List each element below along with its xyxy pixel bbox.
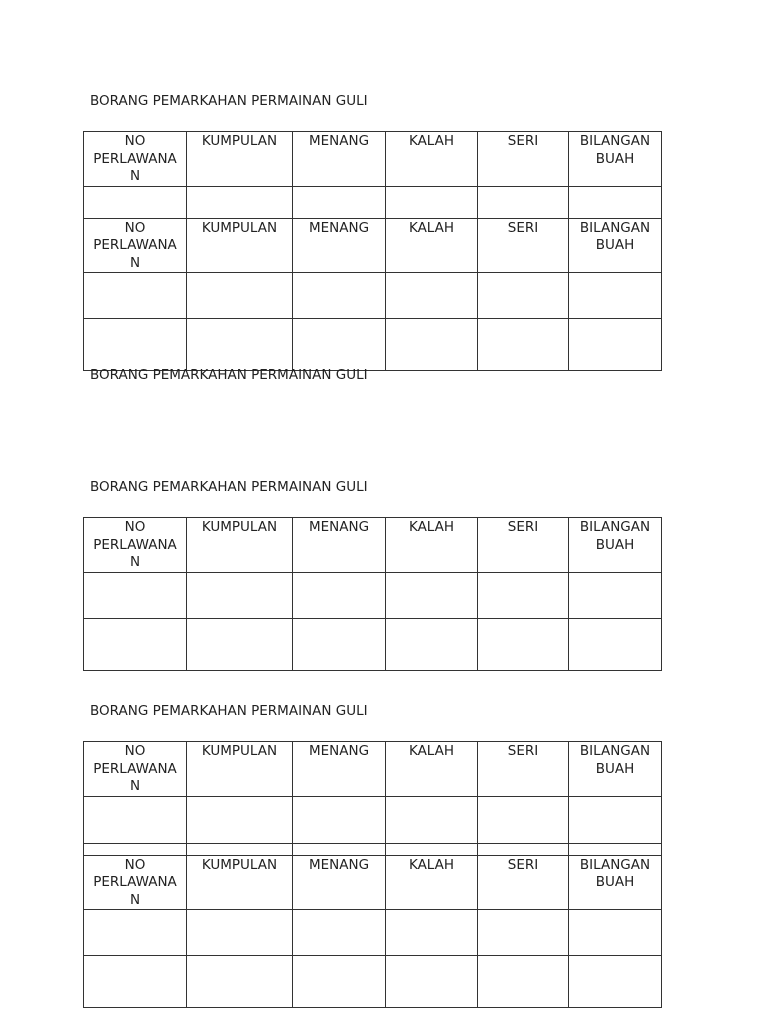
header-seri: SERI [478,132,569,187]
form-title: BORANG PEMARKAHAN PERMAINAN GULI [90,367,368,383]
header-no-perlawanan: NO PERLAWANA N [84,218,187,273]
header-row [84,132,662,187]
header-no-perlawanan: NO PERLAWANA N [84,518,187,573]
table-cell[interactable] [386,618,478,670]
score-table-2 [83,517,662,671]
table-row [84,186,662,218]
table-cell[interactable] [187,618,293,670]
table-cell[interactable] [84,572,187,618]
table-cell[interactable] [187,186,293,218]
table-cell[interactable] [386,273,478,319]
table-cell[interactable] [478,796,569,843]
table-cell[interactable] [569,618,662,670]
table-cell[interactable] [569,572,662,618]
table-cell[interactable] [386,843,478,855]
table-cell[interactable] [84,273,187,319]
header-kalah: KALAH [386,742,478,797]
table-cell[interactable] [293,956,386,1008]
header-bilangan-buah: BILANGAN BUAH [569,132,662,187]
table-cell[interactable] [478,186,569,218]
header-kalah: KALAH [386,218,478,273]
table-cell[interactable] [187,273,293,319]
table-cell[interactable] [569,796,662,843]
table-cell[interactable] [293,273,386,319]
header-row [84,218,662,273]
table-cell[interactable] [569,956,662,1008]
header-kumpulan: KUMPULAN [187,518,293,573]
table-row [84,796,662,843]
header-seri: SERI [478,742,569,797]
header-bilangan-buah: BILANGAN BUAH [569,518,662,573]
table-cell[interactable] [293,572,386,618]
table-cell[interactable] [478,910,569,956]
table-cell[interactable] [386,319,478,371]
header-bilangan-buah: BILANGAN BUAH [569,742,662,797]
header-kumpulan: KUMPULAN [187,742,293,797]
table-cell[interactable] [386,186,478,218]
table-cell[interactable] [386,956,478,1008]
header-menang: MENANG [293,132,386,187]
table-cell[interactable] [84,796,187,843]
table-cell[interactable] [293,910,386,956]
table-cell[interactable] [84,843,187,855]
header-no-perlawanan: NO PERLAWANA N [84,742,187,797]
table-cell[interactable] [84,618,187,670]
table-cell[interactable] [386,572,478,618]
table-cell[interactable] [386,796,478,843]
header-kumpulan: KUMPULAN [187,855,293,910]
header-menang: MENANG [293,518,386,573]
header-kalah: KALAH [386,518,478,573]
header-kumpulan: KUMPULAN [187,132,293,187]
table-cell[interactable] [293,618,386,670]
table-cell[interactable] [187,572,293,618]
score-table-3 [83,741,662,1008]
header-seri: SERI [478,855,569,910]
table-row [84,843,662,855]
table-cell[interactable] [84,956,187,1008]
header-no-perlawanan: NO PERLAWANA N [84,132,187,187]
header-seri: SERI [478,218,569,273]
table-row [84,319,662,371]
header-menang: MENANG [293,855,386,910]
table-cell[interactable] [386,910,478,956]
header-row [84,855,662,910]
table-row [84,956,662,1008]
table-cell[interactable] [293,319,386,371]
table-cell[interactable] [569,319,662,371]
table-cell[interactable] [478,319,569,371]
table-cell[interactable] [293,796,386,843]
table-cell[interactable] [478,618,569,670]
header-bilangan-buah: BILANGAN BUAH [569,855,662,910]
table-cell[interactable] [478,956,569,1008]
form-title: BORANG PEMARKAHAN PERMAINAN GULI [90,93,368,109]
table-row [84,273,662,319]
table-cell[interactable] [84,186,187,218]
table-cell[interactable] [569,843,662,855]
table-cell[interactable] [569,910,662,956]
table-cell[interactable] [187,956,293,1008]
table-cell[interactable] [478,273,569,319]
table-cell[interactable] [187,910,293,956]
table-cell[interactable] [187,319,293,371]
form-title: BORANG PEMARKAHAN PERMAINAN GULI [90,703,368,719]
header-row [84,518,662,573]
header-kumpulan: KUMPULAN [187,218,293,273]
table-cell[interactable] [84,319,187,371]
table-cell[interactable] [293,843,386,855]
table-cell[interactable] [478,843,569,855]
score-table-1 [83,131,662,371]
table-cell[interactable] [84,910,187,956]
header-kalah: KALAH [386,132,478,187]
table-row [84,910,662,956]
table-cell[interactable] [569,186,662,218]
table-cell[interactable] [187,843,293,855]
form-title: BORANG PEMARKAHAN PERMAINAN GULI [90,479,368,495]
table-row [84,572,662,618]
header-row [84,742,662,797]
table-cell[interactable] [569,273,662,319]
header-kalah: KALAH [386,855,478,910]
table-row [84,618,662,670]
table-cell[interactable] [187,796,293,843]
table-cell[interactable] [478,572,569,618]
header-menang: MENANG [293,218,386,273]
header-no-perlawanan: NO PERLAWANA N [84,855,187,910]
header-menang: MENANG [293,742,386,797]
table-cell[interactable] [293,186,386,218]
header-bilangan-buah: BILANGAN BUAH [569,218,662,273]
header-seri: SERI [478,518,569,573]
